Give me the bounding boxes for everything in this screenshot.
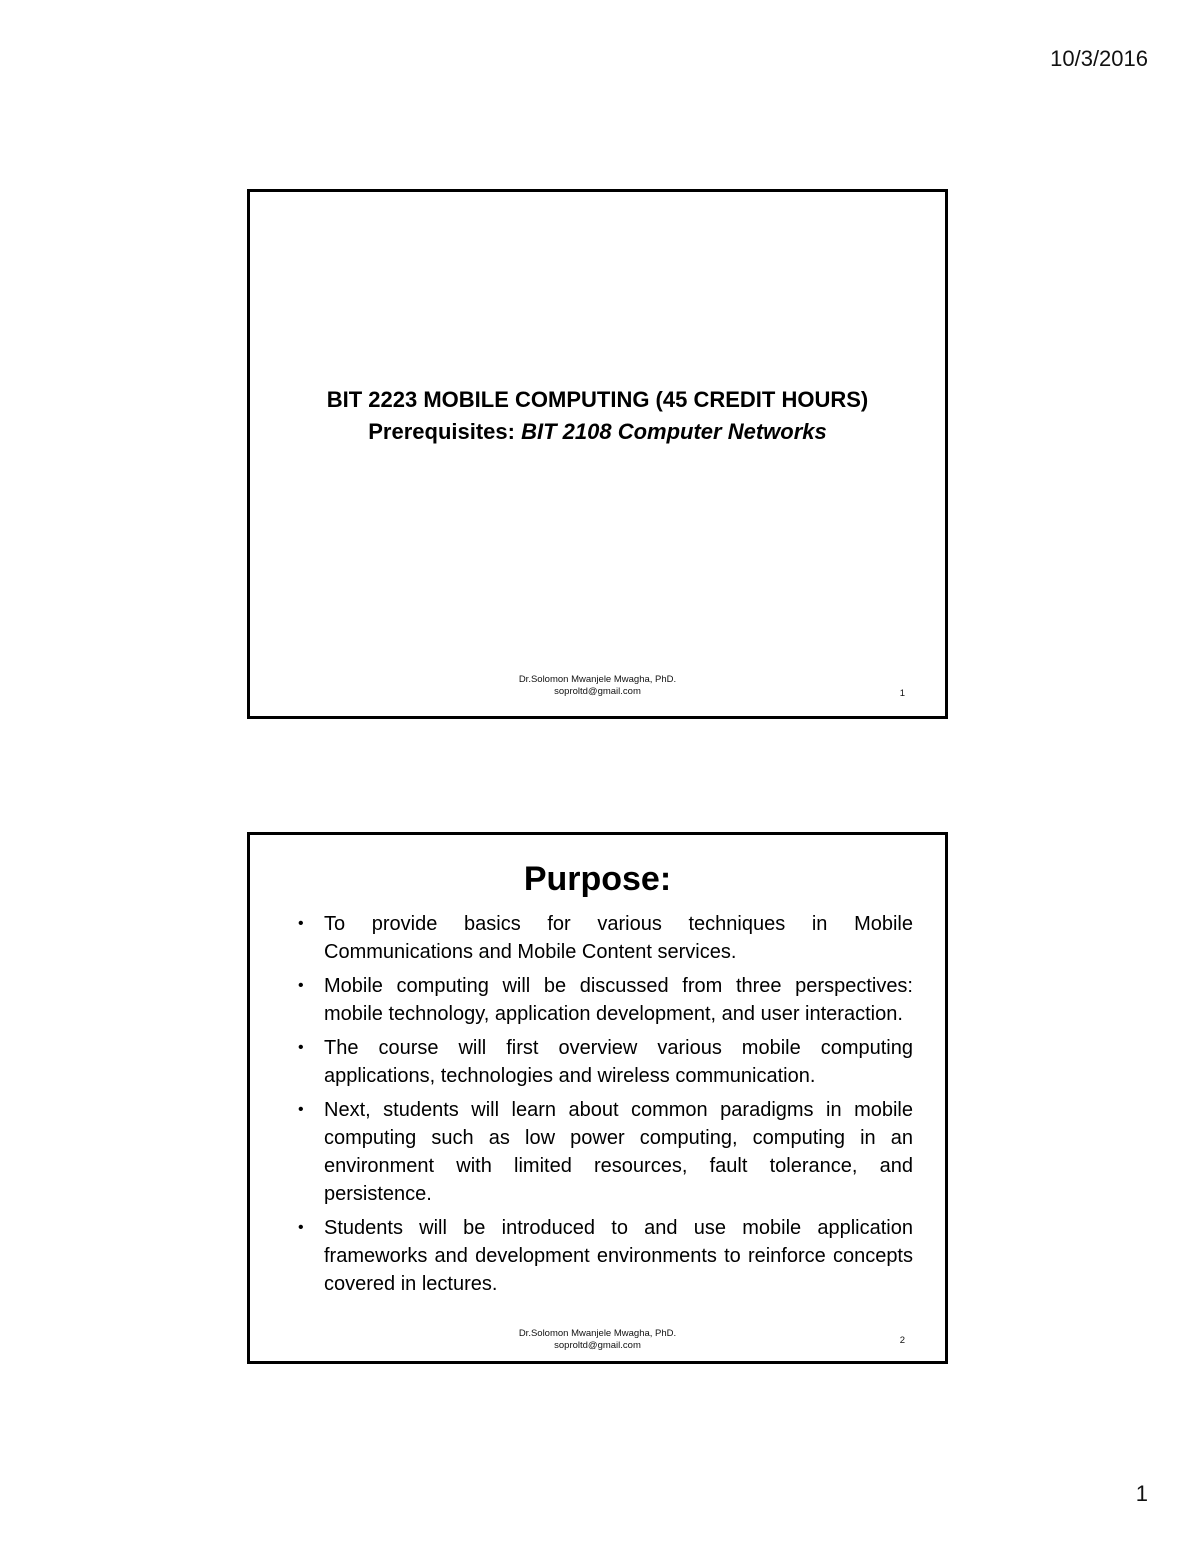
page-date: 10/3/2016 bbox=[1050, 46, 1148, 71]
page-number: 1 bbox=[1135, 1481, 1148, 1506]
bullet-icon: • bbox=[298, 1101, 304, 1118]
prerequisites-line bbox=[250, 416, 945, 448]
bullet-item bbox=[296, 1214, 913, 1298]
bullet-item bbox=[296, 1096, 913, 1208]
footer-email: soproltd@gmail.com bbox=[554, 1340, 641, 1351]
prerequisites-label: Prerequisites: bbox=[368, 419, 515, 444]
bullet-item bbox=[296, 910, 913, 966]
bullet-icon: • bbox=[298, 1039, 304, 1056]
slide-2 bbox=[247, 832, 948, 1364]
footer-author: Dr.Solomon Mwanjele Mwagha, PhD. bbox=[518, 674, 677, 685]
bullet-text: Students will be introduced to and use mobile application frameworks and development environments to reinforce concepts covered in lectures. bbox=[324, 1217, 913, 1295]
slide-heading: Purpose: bbox=[523, 860, 672, 898]
bullet-item bbox=[296, 1034, 913, 1090]
footer-author: Dr.Solomon Mwanjele Mwagha, PhD. bbox=[518, 1328, 677, 1339]
prerequisite-course: BIT 2108 Computer Networks bbox=[521, 419, 827, 444]
course-title: BIT 2223 MOBILE COMPUTING (45 CREDIT HOURS) bbox=[326, 387, 869, 412]
bullet-item bbox=[296, 972, 913, 1028]
slide-number: 2 bbox=[899, 1335, 905, 1346]
slide-1 bbox=[247, 189, 948, 719]
bullet-icon: • bbox=[298, 977, 304, 994]
footer-email: soproltd@gmail.com bbox=[554, 686, 641, 697]
slide-footer bbox=[250, 674, 945, 698]
bullet-text: To provide basics for various techniques in Mobile Communications and Mobile Content services. bbox=[324, 913, 913, 963]
bullet-text: The course will first overview various mobile computing applications, technologies and wireless communication. bbox=[324, 1037, 913, 1087]
bullet-text: Mobile computing will be discussed from three perspectives: mobile technology, application development, and user interaction. bbox=[324, 975, 913, 1025]
slide-title-block bbox=[250, 384, 945, 448]
bullet-icon: • bbox=[298, 1219, 304, 1236]
slide-number: 1 bbox=[899, 688, 905, 699]
slide-footer bbox=[250, 1328, 945, 1352]
bullet-list bbox=[296, 910, 913, 1304]
bullet-text: Next, students will learn about common paradigms in mobile computing such as low power computing, computing in an environment with limited resources, fault tolerance, and persistence. bbox=[324, 1099, 913, 1205]
bullet-icon: • bbox=[298, 915, 304, 932]
